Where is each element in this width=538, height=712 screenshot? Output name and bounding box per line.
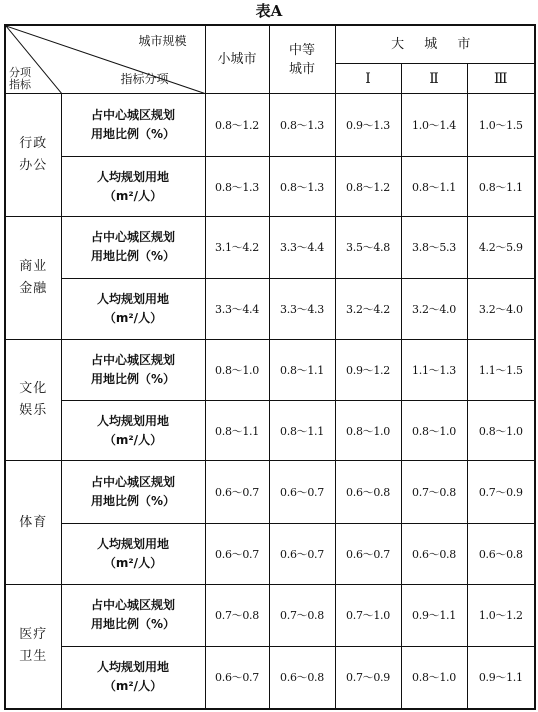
table-row bbox=[5, 646, 535, 709]
diag-indicator-item-label: 指标分项 bbox=[120, 72, 169, 87]
table-row bbox=[5, 584, 535, 646]
value-cell: 1.0～1.5 bbox=[467, 94, 535, 157]
value-cell: 0.8～1.1 bbox=[269, 339, 335, 401]
indicator-cell: 占中心城区规划 用地比例（%） bbox=[61, 94, 205, 157]
category-cell: 商业 金融 bbox=[5, 217, 61, 340]
header-large-city-i: Ⅰ bbox=[335, 64, 401, 94]
table-body bbox=[5, 94, 535, 709]
table-title: 表A bbox=[255, 2, 283, 20]
value-cell: 3.2～4.0 bbox=[467, 278, 535, 339]
value-cell: 0.8～1.3 bbox=[269, 94, 335, 157]
header-small-city: 小城市 bbox=[205, 25, 269, 94]
land-use-table bbox=[4, 24, 536, 710]
value-cell: 0.8～1.3 bbox=[205, 157, 269, 217]
value-cell: 3.5～4.8 bbox=[335, 217, 401, 279]
table-row bbox=[5, 401, 535, 461]
value-cell: 1.0～1.4 bbox=[401, 94, 467, 157]
value-cell: 0.7～0.8 bbox=[205, 584, 269, 646]
value-cell: 0.6～0.8 bbox=[335, 461, 401, 524]
indicator-cell: 占中心城区规划 用地比例（%） bbox=[61, 584, 205, 646]
indicator-cell: 占中心城区规划 用地比例（%） bbox=[61, 461, 205, 524]
value-cell: 0.9～1.1 bbox=[467, 646, 535, 709]
value-cell: 1.1～1.3 bbox=[401, 339, 467, 401]
header-row-1 bbox=[5, 25, 535, 64]
value-cell: 0.8～1.0 bbox=[401, 646, 467, 709]
header-medium-city: 中等 城市 bbox=[269, 25, 335, 94]
value-cell: 0.8～1.0 bbox=[205, 339, 269, 401]
value-cell: 0.8～1.2 bbox=[335, 157, 401, 217]
header-large-city-iii: Ⅲ bbox=[467, 64, 535, 94]
category-cell: 体育 bbox=[5, 461, 61, 585]
table-row bbox=[5, 461, 535, 524]
value-cell: 3.2～4.0 bbox=[401, 278, 467, 339]
value-cell: 0.7～0.9 bbox=[467, 461, 535, 524]
diag-city-scale-label: 城市规模 bbox=[138, 34, 187, 48]
table-row bbox=[5, 217, 535, 279]
table-row bbox=[5, 339, 535, 401]
value-cell: 0.6～0.8 bbox=[269, 646, 335, 709]
value-cell: 0.9～1.3 bbox=[335, 94, 401, 157]
value-cell: 0.8～1.0 bbox=[467, 401, 535, 461]
value-cell: 0.6～0.7 bbox=[269, 524, 335, 585]
table-row bbox=[5, 157, 535, 217]
value-cell: 0.9～1.1 bbox=[401, 584, 467, 646]
category-cell: 医疗 卫生 bbox=[5, 584, 61, 709]
value-cell: 3.3～4.3 bbox=[269, 278, 335, 339]
value-cell: 1.1～1.5 bbox=[467, 339, 535, 401]
header-large-city: 大 城 市 bbox=[335, 25, 535, 64]
value-cell: 0.8～1.0 bbox=[401, 401, 467, 461]
value-cell: 4.2～5.9 bbox=[467, 217, 535, 279]
table-row bbox=[5, 524, 535, 585]
value-cell: 0.6～0.7 bbox=[205, 524, 269, 585]
diagonal-header-cell bbox=[5, 25, 205, 94]
value-cell: 0.8～1.1 bbox=[205, 401, 269, 461]
indicator-cell: 人均规划用地 （m²/人） bbox=[61, 278, 205, 339]
table-row bbox=[5, 278, 535, 339]
value-cell: 0.7～1.0 bbox=[335, 584, 401, 646]
indicator-cell: 人均规划用地 （m²/人） bbox=[61, 401, 205, 461]
category-cell: 行政 办公 bbox=[5, 94, 61, 217]
category-cell: 文化 娱乐 bbox=[5, 339, 61, 461]
value-cell: 0.8～1.1 bbox=[269, 401, 335, 461]
indicator-cell: 人均规划用地 （m²/人） bbox=[61, 157, 205, 217]
indicator-cell: 人均规划用地 （m²/人） bbox=[61, 524, 205, 585]
value-cell: 0.8～1.0 bbox=[335, 401, 401, 461]
indicator-cell: 占中心城区规划 用地比例（%） bbox=[61, 339, 205, 401]
value-cell: 3.8～5.3 bbox=[401, 217, 467, 279]
value-cell: 0.6～0.8 bbox=[401, 524, 467, 585]
value-cell: 0.8～1.1 bbox=[467, 157, 535, 217]
value-cell: 3.3～4.4 bbox=[269, 217, 335, 279]
value-cell: 0.6～0.7 bbox=[269, 461, 335, 524]
value-cell: 0.7～0.8 bbox=[401, 461, 467, 524]
indicator-cell: 人均规划用地 （m²/人） bbox=[61, 646, 205, 709]
value-cell: 0.9～1.2 bbox=[335, 339, 401, 401]
value-cell: 0.8～1.2 bbox=[205, 94, 269, 157]
value-cell: 0.8～1.3 bbox=[269, 157, 335, 217]
value-cell: 3.1～4.2 bbox=[205, 217, 269, 279]
value-cell: 0.8～1.1 bbox=[401, 157, 467, 217]
value-cell: 3.2～4.2 bbox=[335, 278, 401, 339]
value-cell: 0.7～0.8 bbox=[269, 584, 335, 646]
value-cell: 0.6～0.7 bbox=[335, 524, 401, 585]
diag-corner-label: 分项 指标 bbox=[9, 66, 31, 92]
value-cell: 3.3～4.4 bbox=[205, 278, 269, 339]
header-large-city-ii: Ⅱ bbox=[401, 64, 467, 94]
table-row bbox=[5, 94, 535, 157]
value-cell: 0.6～0.7 bbox=[205, 646, 269, 709]
value-cell: 0.6～0.8 bbox=[467, 524, 535, 585]
value-cell: 0.7～0.9 bbox=[335, 646, 401, 709]
value-cell: 0.6～0.7 bbox=[205, 461, 269, 524]
indicator-cell: 占中心城区规划 用地比例（%） bbox=[61, 217, 205, 279]
value-cell: 1.0～1.2 bbox=[467, 584, 535, 646]
